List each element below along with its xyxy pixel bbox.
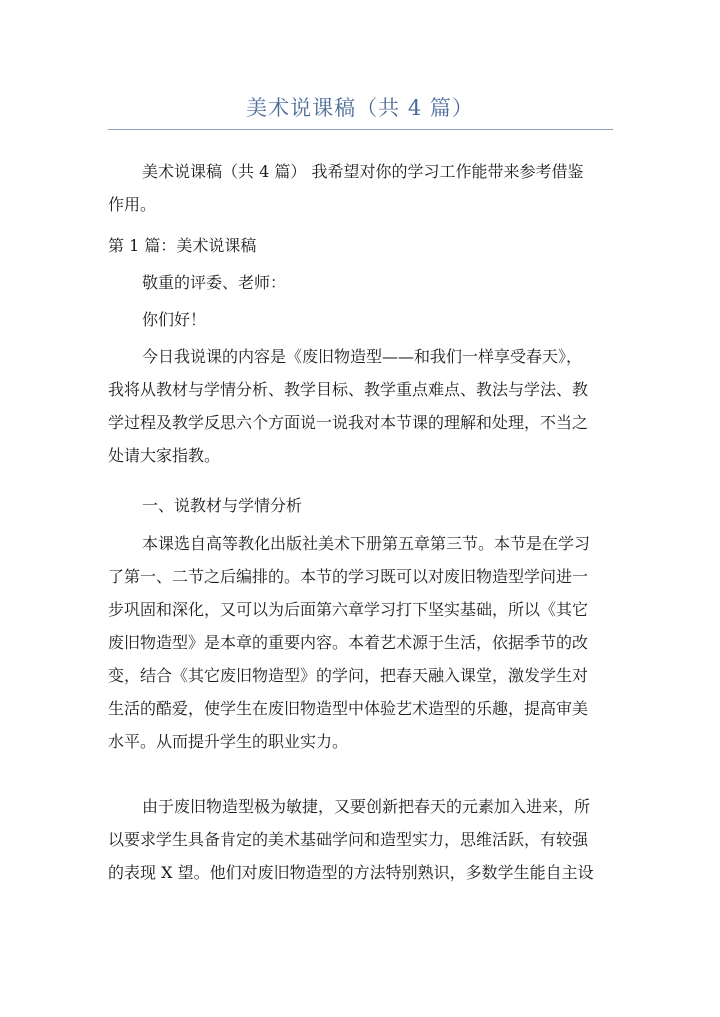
text-line: 水平。从而提升学生的职业实力。 (108, 732, 349, 751)
text-line: 了第一、二节之后编排的。本节的学习既可以对废旧物造型学问进一 (108, 567, 589, 586)
text-line: 我将从教材与学情分析、教学目标、教学重点难点、教法与学法、教 (108, 380, 589, 399)
text-line: 生活的酷爱，使学生在废旧物造型中体验艺术造型的乐趣，提高审美 (108, 699, 589, 718)
body-paragraph (108, 527, 613, 758)
text-line: 由于废旧物造型极为敏捷，又要创新把春天的元素加入进来，所 (142, 797, 591, 816)
section-heading (108, 229, 613, 262)
text-line: 美术说课稿（共 4 篇） 我希望对你的学习工作能带来参考借鉴 (142, 162, 584, 181)
text-line: 步巩固和深化，又可以为后面第六章学习打下坚实基础，所以《其它 (108, 600, 589, 619)
text-line: 的表现 X 望。他们对废旧物造型的方法特别熟识，多数学生能自主设 (108, 863, 594, 882)
heading-text: 一、说教材与学情分析 (142, 496, 303, 515)
title-divider (108, 129, 613, 130)
subsection-heading (108, 489, 613, 522)
hello-paragraph (108, 303, 613, 336)
text-line: 你们好！ (142, 310, 207, 329)
text-line: 作用。 (108, 195, 157, 214)
heading-text: 第 1 篇：美术说课稿 (108, 236, 257, 255)
text-line: 变，结合《其它废旧物造型》的学问，把春天融入课堂，激发学生对 (108, 666, 589, 685)
text-line: 今日我说课的内容是《废旧物造型——和我们一样享受春天》， (142, 347, 583, 366)
text-line: 学过程及教学反思六个方面说一说我对本节课的理解和处理，不当之 (108, 413, 589, 432)
document-title: 美术说课稿（共 4 篇） (246, 96, 474, 120)
intro-paragraph (108, 155, 613, 221)
text-line: 敬重的评委、老师： (142, 273, 287, 292)
greeting-paragraph (108, 266, 613, 299)
body-paragraph (108, 340, 613, 472)
text-line: 本课选自高等教化出版社美术下册第五章第三节。本节是在学习 (142, 534, 591, 553)
text-line: 废旧物造型》是本章的重要内容。本着艺术源于生活，依据季节的改 (108, 633, 589, 652)
body-paragraph (108, 790, 613, 889)
text-line: 以要求学生具备肯定的美术基础学问和造型实力，思维活跃，有较强 (108, 830, 589, 849)
text-line: 处请大家指教。 (108, 446, 221, 465)
